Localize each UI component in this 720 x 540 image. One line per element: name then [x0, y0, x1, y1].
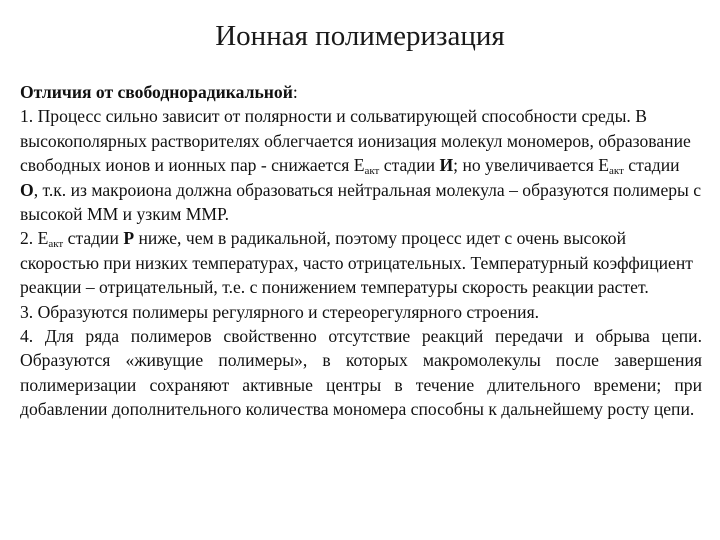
heading-line	[20, 80, 702, 104]
heading-bold: Отличия от свободнорадикальной	[20, 82, 293, 102]
p1-text-b: стадии	[379, 155, 440, 176]
p2-text-c: ниже, чем в радикальной, поэтому процесс идет с очень высокой скоростью при низких температурах, часто отрицательных. Температурный коэффициент реакции – отрицательный, т.е. с понижением температуры скорость реакции растет.	[20, 228, 693, 298]
p2-text-b: стадии	[63, 228, 124, 249]
p1-bold-1: И	[439, 155, 454, 176]
heading-colon: :	[292, 82, 298, 102]
p1-text-e: , т.к. из макроиона должна образоваться нейтральная молекула – образуются полимеры с высокой ММ и узким ММР.	[20, 179, 702, 225]
p2-bold: Р	[123, 228, 135, 249]
p1-text-a: 1. Процесс сильно зависит от полярности и сольватирующей способности среды. В высокополярных растворителях облегчается ионизация молекул мономеров, образование свободных ионов и ионных пар - снижается Е	[20, 106, 691, 176]
p1-text-d: стадии	[623, 155, 680, 176]
p2-text-a: 2. Е	[20, 228, 49, 249]
p1-subscript-1: акт	[364, 165, 380, 178]
paragraph-4: 4. Для ряда полимеров свойственно отсутствие реакций передачи и обрыва цепи. Образуются «живущие полимеры», в которых макромолекулы после завершения полимеризации сохраняют активные центры в течение длительного времени; при добавлении дополнительного количества мономера способны к дальнейшему росту цепи.	[20, 326, 702, 420]
paragraph-2	[20, 226, 702, 299]
p1-text-c: ; но увеличивается Е	[453, 155, 609, 176]
slide-body	[20, 80, 702, 422]
paragraph-1	[20, 104, 702, 226]
paragraph-3: 3. Образуются полимеры регулярного и стереорегулярного строения.	[20, 301, 540, 322]
p2-subscript: акт	[48, 238, 64, 251]
slide-title: Ионная полимеризация	[215, 20, 505, 52]
p1-bold-2: О	[20, 179, 34, 200]
p1-subscript-2: акт	[608, 165, 624, 178]
